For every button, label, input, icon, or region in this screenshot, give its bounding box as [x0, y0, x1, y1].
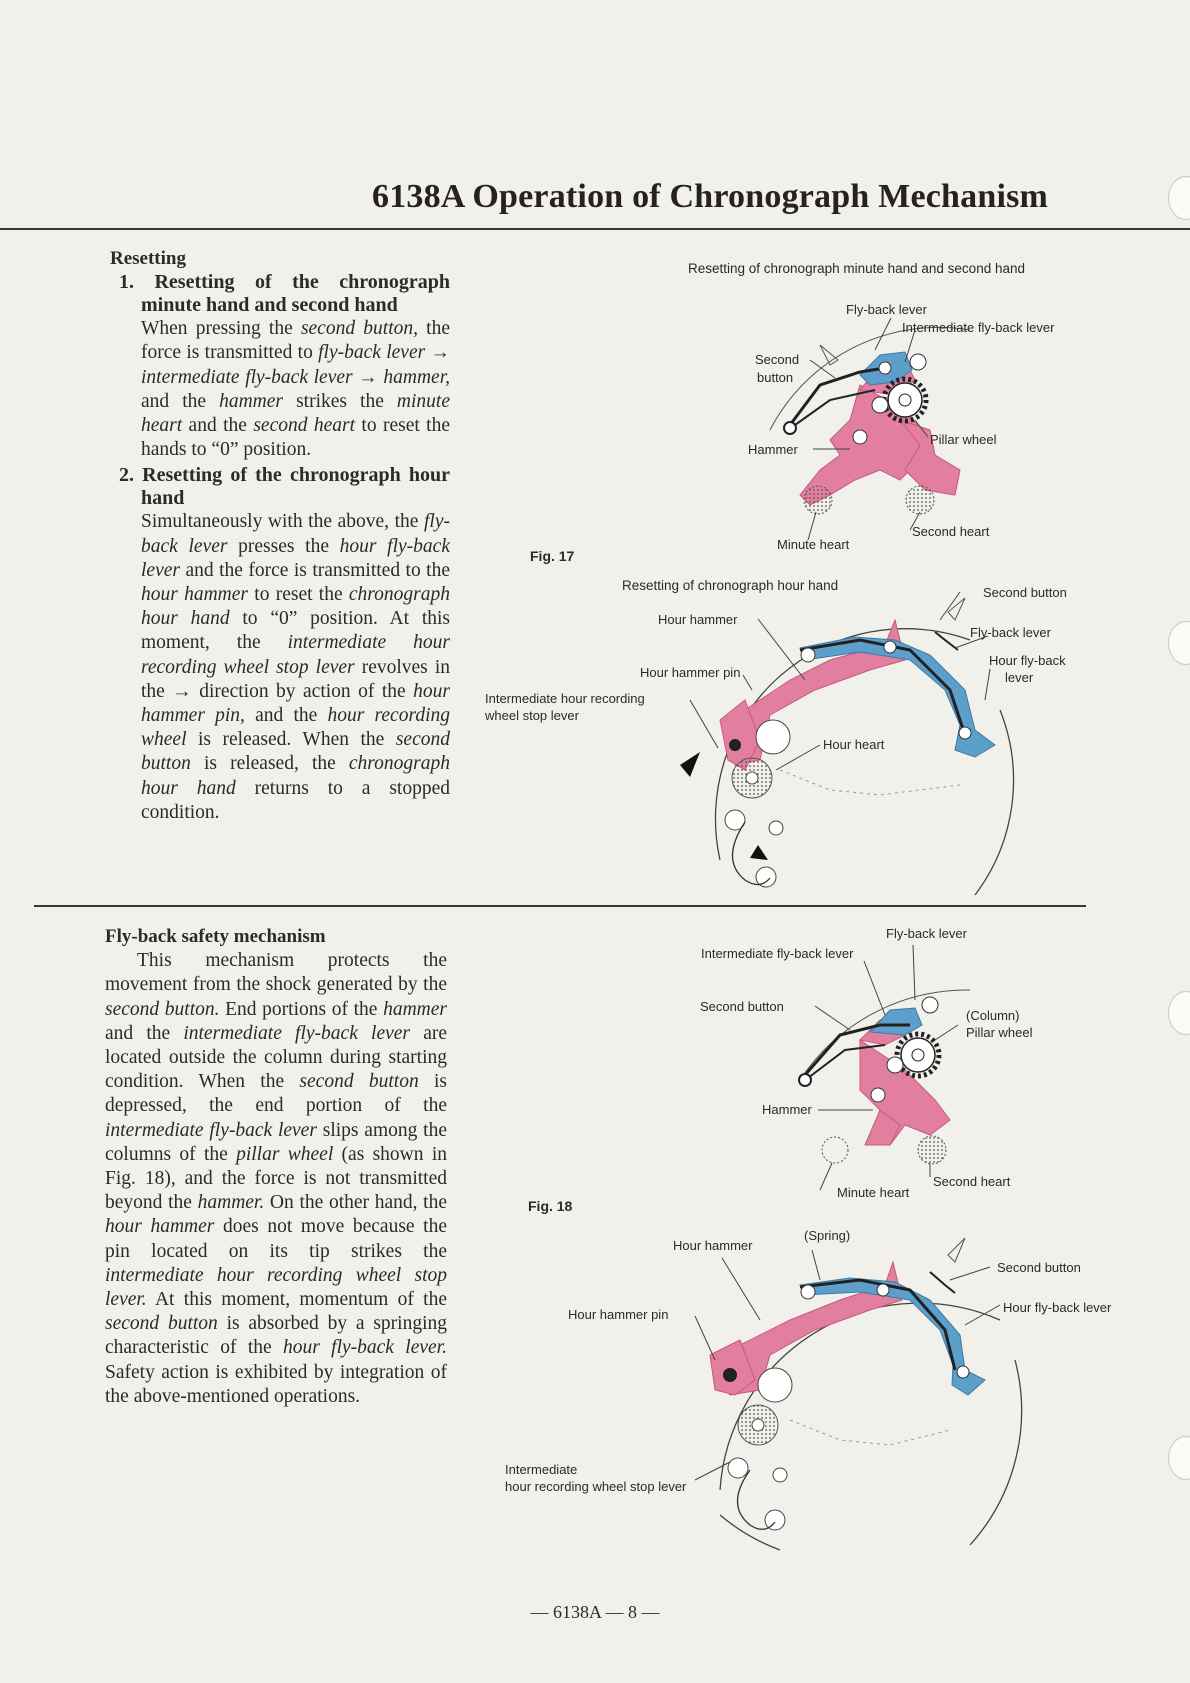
label-intermediate-flyback-lever: Intermediate fly-back lever	[902, 320, 1055, 335]
label-second-button: Second button	[983, 585, 1067, 600]
section-heading-safety: Fly-back safety mechanism	[105, 926, 326, 947]
label-second-button-2: button	[757, 370, 794, 385]
label-hour-heart: Hour heart	[823, 737, 885, 752]
label-column: (Column)	[966, 1008, 1020, 1023]
fig18-top-diagram	[700, 926, 1033, 1200]
label-flyback-lever: Fly-back lever	[846, 302, 927, 317]
label-pillar-wheel: Pillar wheel	[930, 432, 997, 447]
label-stop-lever-18-1: Intermediate	[505, 1462, 578, 1477]
label-second-button-18: Second button	[700, 999, 784, 1014]
second-heart	[906, 486, 934, 514]
section-heading-resetting: Resetting	[110, 248, 186, 269]
fig17-caption-top: Resetting of chronograph minute hand and second hand	[688, 261, 1025, 276]
item-2-body: Simultaneously with the above, the fly-back lever presses the hour fly-back lever and the force is transmitted to the hour hammer to reset the chronograph hour hand to “0” position. At this moment, the intermediate hour recording wheel stop lever revolves in the → direction by action of the hour hammer pin, and the hour recording wheel is released. When the second button is released, the chronograph hour hand returns to a stopped condition.	[141, 511, 451, 823]
safety-body: This mechanism protects the movement from the shock generated by the second button. End portions of the hammer and the intermediate fly-back lever are located outside the column during starting condition. When the second button is depressed, the end portion of the intermediate fly-back lever slips among the columns of the pillar wheel (as shown in Fig. 18), and the force is not transmitted beyond the hammer. On the other hand, the hour hammer does not move because the pin located on its tip strikes the intermediate hour recording wheel stop lever. At this moment, momentum of the second button is absorbed by a springing characteristic of the hour fly-back lever. Safety action is exhibited by integration of the above-mentioned operations.	[105, 950, 448, 1407]
label-hammer-18: Hammer	[762, 1102, 812, 1117]
label-hour-hammer-18: Hour hammer	[673, 1238, 753, 1253]
pillar-wheel	[888, 383, 922, 417]
label-hour-hammer-pin: Hour hammer pin	[640, 665, 741, 680]
fig17-caption-bottom: Resetting of chronograph hour hand	[622, 578, 839, 593]
label-hour-hammer-pin-18: Hour hammer pin	[568, 1307, 669, 1322]
label-stop-lever-2: wheel stop lever	[485, 708, 579, 723]
item-2-title: 2. Resetting of the chronograph hour hand	[119, 464, 451, 510]
label-stop-lever-18-2: hour recording wheel stop lever	[505, 1479, 687, 1494]
label-second-heart-18: Second heart	[933, 1174, 1011, 1189]
label-stop-lever-1: Intermediate hour recording	[485, 691, 645, 706]
label-intermediate-flyback-lever-18: Intermediate fly-back lever	[701, 946, 854, 961]
fig17-bottom-diagram	[484, 578, 1067, 895]
page-title: 6138A Operation of Chronograph Mechanism	[372, 178, 1049, 215]
label-flyback-lever-b: Fly-back lever	[970, 625, 1051, 640]
label-hour-flyback-1: Hour fly-back	[989, 653, 1066, 668]
label-hour-hammer: Hour hammer	[658, 612, 738, 627]
label-hour-flyback-2: lever	[1005, 670, 1034, 685]
fig18-label: Fig. 18	[528, 1198, 573, 1214]
fig17-label: Fig. 17	[530, 548, 575, 564]
item-1-title: 1. Resetting of the chronograph minute hand and second hand	[119, 271, 450, 317]
label-flyback-lever-18: Fly-back lever	[886, 926, 967, 941]
fig18-bottom-diagram	[505, 1228, 1112, 1550]
label-minute-heart-18: Minute heart	[837, 1185, 910, 1200]
label-second-button-1: Second	[755, 352, 800, 367]
label-second-button-18b: Second button	[997, 1260, 1081, 1275]
label-minute-heart: Minute heart	[777, 537, 850, 552]
minute-heart	[804, 486, 832, 514]
label-spring: (Spring)	[804, 1228, 851, 1243]
label-hammer: Hammer	[748, 442, 798, 457]
page-number: — 6138A — 8 —	[530, 1602, 660, 1622]
fig17-top-diagram	[688, 261, 1055, 552]
label-second-heart: Second heart	[912, 524, 990, 539]
item-1-body: When pressing the second button, the force is transmitted to fly-back lever → intermediate fly-back lever → hammer, and the hammer strikes the minute heart and the second heart to reset the hands to “0” position.	[141, 318, 450, 461]
label-hour-flyback-lever-18: Hour fly-back lever	[1003, 1300, 1112, 1315]
label-pillar-wheel-18: Pillar wheel	[966, 1025, 1033, 1040]
